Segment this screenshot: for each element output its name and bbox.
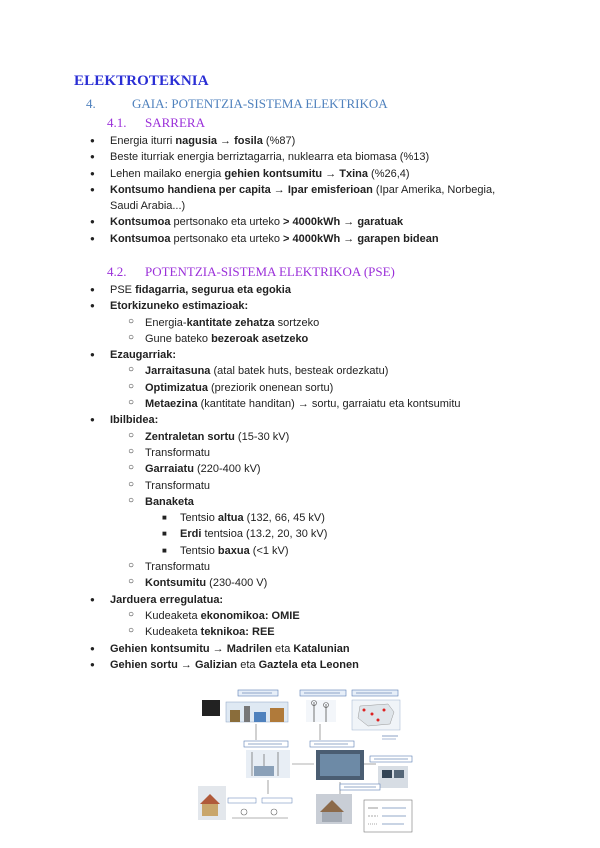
- diagram-label-box: [228, 798, 256, 803]
- wind-turbine-icon: [306, 700, 336, 722]
- sarrera-list: [0, 133, 600, 247]
- power-system-diagram: [192, 686, 416, 836]
- section-number: 4.1.: [107, 115, 127, 130]
- pse-list: [0, 282, 600, 673]
- bullet-dot: ●: [90, 659, 95, 669]
- bullet-circle: ○: [128, 397, 135, 409]
- power-plant-icon: [202, 700, 220, 716]
- section-number: 4.2.: [107, 264, 127, 279]
- list-item: ○ Kontsumitu (230-400 V): [128, 576, 268, 590]
- bullet-dot: ●: [90, 233, 95, 243]
- list-item: ■ Tentsio baxua (<1 kV): [0, 543, 600, 559]
- list-item: ○ Jarraitasuna (atal batek huts, besteak ordezkatu): [128, 364, 389, 378]
- bullet-circle: ○: [128, 429, 135, 441]
- bullet-dot: ●: [90, 152, 95, 162]
- bullet-dot: ●: [90, 301, 95, 311]
- bullet-square: ■: [162, 529, 167, 539]
- bullet-circle: ○: [128, 608, 135, 620]
- bullet-circle: ○: [128, 625, 135, 637]
- bullet-circle: ○: [128, 445, 135, 457]
- diagram-label-box: [262, 798, 292, 803]
- list-item: ● Kontsumoa pertsonako eta urteko > 4000kWh → garapen bidean: [0, 231, 600, 247]
- list-item: ○ Transformatu: [128, 478, 211, 492]
- list-item: ● Jarduera erregulatua:: [0, 592, 600, 608]
- bullet-circle: ○: [128, 380, 135, 392]
- bullet-circle: ○: [128, 462, 135, 474]
- bullet-dot: ●: [90, 594, 95, 604]
- list-item: ○ Kudeaketa teknikoa: REE: [128, 625, 275, 639]
- bullet-dot: ●: [90, 285, 95, 294]
- bullet-dot: ●: [90, 643, 95, 653]
- list-item: ○ Gune bateko bezeroak asetzeko: [128, 331, 309, 345]
- bullet-dot: ●: [90, 168, 95, 178]
- list-item: ● Lehen mailako energia gehien kontsumitu → Txina (%26,4): [0, 166, 600, 182]
- bullet-circle: ○: [128, 315, 135, 327]
- section-title: SARRERA: [145, 115, 205, 130]
- list-item: ● Ezaugarriak:: [0, 347, 600, 363]
- bullet-dot: ●: [90, 136, 95, 145]
- section-heading-pse: [107, 264, 395, 280]
- list-item: ○ Banaketa: [128, 494, 194, 508]
- chapter-title: GAIA: POTENTZIA-SISTEMA ELEKTRIKOA: [132, 96, 388, 111]
- bullet-dot: ●: [90, 350, 95, 360]
- list-item: ● Beste iturriak energia berriztagarria, nuklearra eta biomasa (%13): [0, 149, 600, 165]
- bullet-dot: ●: [90, 184, 95, 194]
- bullet-circle: ○: [128, 331, 135, 343]
- list-item: ○ Kudeaketa ekonomikoa: OMIE: [128, 608, 300, 622]
- bullet-dot: ●: [90, 415, 95, 425]
- list-item: ● Ibilbidea:: [0, 412, 600, 428]
- bullet-circle: ○: [128, 560, 135, 572]
- list-item: ● PSE fidagarria, segurua eta egokia: [0, 282, 600, 298]
- bullet-circle: ○: [128, 494, 135, 506]
- list-item: ● Kontsumo handiena per capita → Ipar emisferioan (Ipar Amerika, Norbegia, Saudi Arabia...): [90, 183, 496, 213]
- list-item: ○ Garraiatu (220-400 kV): [128, 462, 261, 476]
- bullet-circle: ○: [128, 576, 135, 588]
- chapter-heading: [86, 96, 388, 112]
- bullet-circle: ○: [128, 478, 135, 490]
- bullet-square: ■: [162, 545, 167, 555]
- bullet-square: ■: [162, 513, 167, 523]
- chapter-number: 4.: [86, 96, 96, 111]
- list-item: ● Kontsumoa pertsonako eta urteko > 4000kWh → garatuak: [0, 214, 600, 230]
- list-item: ○ Zentraletan sortu (15-30 kV): [128, 429, 290, 443]
- list-item: ○ Transformatu: [128, 560, 211, 574]
- bullet-circle: ○: [128, 364, 135, 376]
- list-item: ○ Transformatu: [128, 445, 211, 459]
- list-item: ● Gehien kontsumitu → Madrilen eta Katalunian: [0, 641, 600, 657]
- list-item: ○ Optimizatua (preziorik onenean sortu): [128, 380, 334, 394]
- list-item: ○ Metaezina (kantitate handitan) → sortu, garraiatu eta kontsumitu: [128, 397, 461, 411]
- list-item: ● Etorkizuneko estimazioak:: [0, 298, 600, 314]
- list-item: ■ Erdi tentsioa (13.2, 20, 30 kV): [0, 526, 600, 542]
- bullet-dot: ●: [90, 217, 95, 227]
- section-heading-sarrera: [107, 115, 205, 131]
- list-item: ○ Energia-kantitate zehatza sortzeko: [128, 315, 320, 329]
- document-title: ELEKTROTEKNIA: [74, 73, 209, 89]
- list-item: ■ Tentsio altua (132, 66, 45 kV): [0, 510, 600, 526]
- list-item: ● Energia iturri nagusia → fosila (%87): [0, 133, 600, 149]
- section-title: POTENTZIA-SISTEMA ELEKTRIKOA (PSE): [145, 264, 395, 279]
- list-item: ● Gehien sortu → Galizian eta Gaztela eta Leonen: [0, 657, 600, 673]
